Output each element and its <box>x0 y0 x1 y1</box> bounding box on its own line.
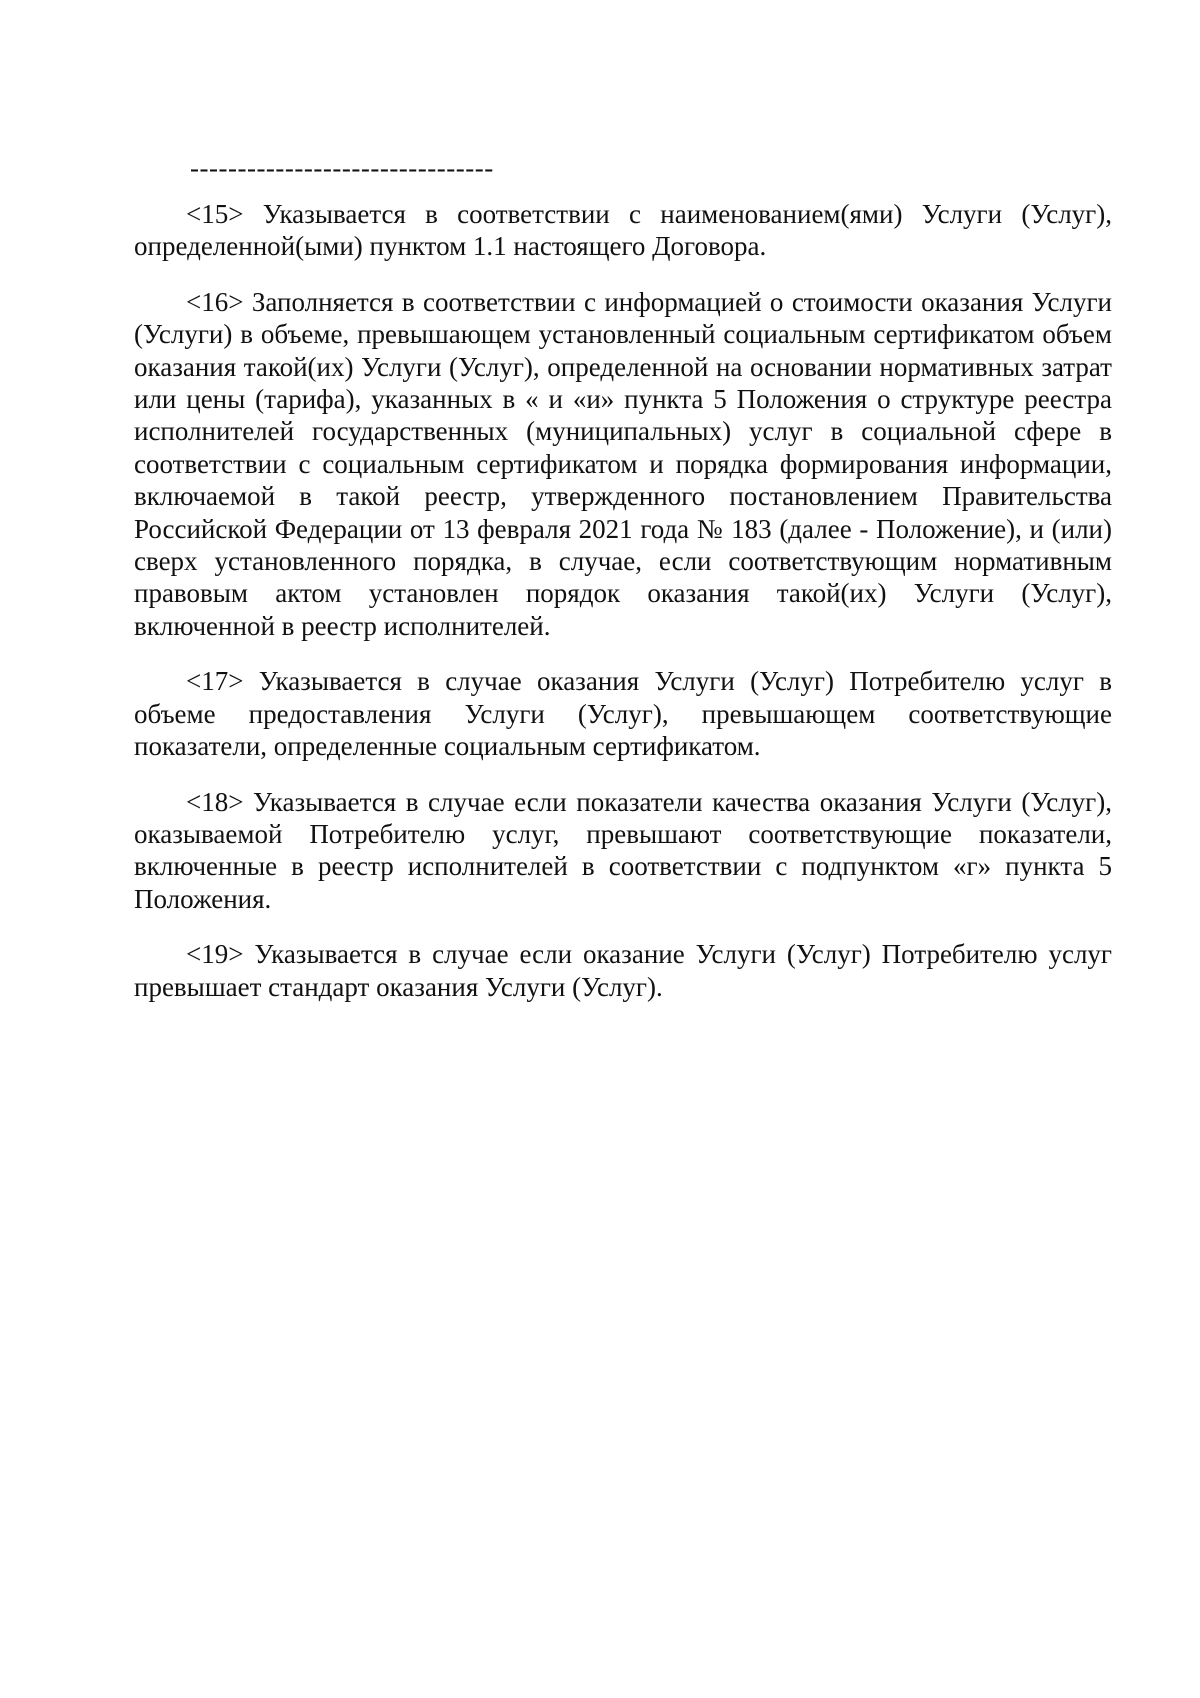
footnote-16: <16> Заполняется в соответствии с информацией о стоимости оказания Услуги (Услуги) в объеме, превышающем установленный социальным сертификатом объем оказания такой(их) Услуги (Услуг), определенной на основании нормативных затрат или цены (тарифа), указанных в « и «и» пункта 5 Положения о структуре реестра исполнителей государственных (муниципальных) услуг в социальной сфере в соответствии с социальным сертификатом и порядка формирования информации, включаемой в такой реестр, утвержденного постановлением Правительства Российской Федерации от 13 февраля 2021 года № 183 (далее - Положение), и (или) сверх установленного порядка, в случае, если соответствующим нормативным правовым актом установлен порядок оказания такой(их) Услуги (Услуг), включенной в реестр исполнителей. <box>134 286 1112 641</box>
footnote-15: <15> Указывается в соответствии с наименованием(ями) Услуги (Услуг), определенной(ыми) пунктом 1.1 настоящего Договора. <box>134 199 1112 262</box>
footnote-separator: -------------------------------- <box>190 153 494 183</box>
footnote-17: <17> Указывается в случае оказания Услуги (Услуг) Потребителю услуг в объеме предоставления Услуги (Услуг), превышающем соответствующие показатели, определенные социальным сертификатом. <box>134 666 1112 762</box>
footnote-19: <19> Указывается в случае если оказание Услуги (Услуг) Потребителю услуг превышает стандарт оказания Услуги (Услуг). <box>134 939 1112 1002</box>
footnote-18: <18> Указывается в случае если показатели качества оказания Услуги (Услуг), оказываемой Потребителю услуг, превышают соответствующие показатели, включенные в реестр исполнителей в соответствии с подпунктом «г» пункта 5 Положения. <box>134 786 1112 914</box>
footnotes-list <box>134 198 1112 1026</box>
